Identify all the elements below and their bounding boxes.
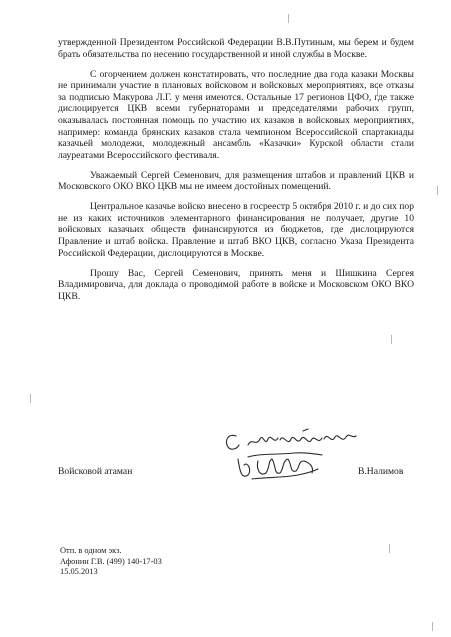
paragraph-regret: С огорчением должен констатировать, что последние два года казаки Москвы не принимали участие в плановых войсковом и войсковых мероприятиях, все отказы за подписью Макурова Л.Г. у меня имеются. Остальные 17 регионов ЦФО, где также дислоцируется ЦКВ всеми губернаторами и председателями рабочих групп, оказывалась постоянная помощь по участию их казаков в войсковых мероприятиях, например: команда брянских казаков стала чемпионом Всероссийской спартакиады казачьей молодежи, молодежный ансамбль «Казачки» Курской области стали лауреатами Всероссийского фестиваля. <box>58 68 414 161</box>
paragraph-registry: Центральное казачье войско внесено в госреестр 5 октября 2010 г. и до сих пор не из каких источников элементарного финансирования не получает, другие 10 войсковых казачьих обществ финансируются из бюджетов, где дислоцируются Правление и штаб войска. Правление и штаб ВКО ЦКВ, согласно Указа Президента Российской Федерации, дислоцируются в Москве. <box>58 201 414 259</box>
executor-contact: Афонин Г.В. (499) 140-17-03 <box>60 556 162 566</box>
scan-mark <box>288 14 289 23</box>
scan-mark <box>391 335 392 344</box>
position-title: Войсковой атаман <box>58 466 133 477</box>
scan-mark <box>437 186 438 195</box>
signature-block <box>58 460 414 488</box>
scan-mark <box>389 544 390 553</box>
closing-handwriting <box>226 429 356 449</box>
document-footer <box>60 546 162 578</box>
paragraph-continuation: утвержденной Президентом Российской Федерации В.В.Путиным, мы берем и будем брать обязательства по несению государственной и иной службы в Москве. <box>58 37 414 60</box>
scan-mark <box>30 394 31 403</box>
paragraph-premises: Уважаемый Сергей Семенович, для размещения штабов и правлений ЦКВ и Московского ОКО ВКО ЦКВ мы не имеем достойных помещений. <box>58 169 414 193</box>
paragraph-request: Прошу Вас, Сергей Семенович, принять меня и Шишкина Сергея Владимировича, для доклада о проводимой работе в войске и Московском ОКО ВКО ЦКВ. <box>58 267 414 302</box>
signer-name: В.Налимов <box>358 466 404 477</box>
letter-body <box>58 37 414 311</box>
document-date: 15.05.2013 <box>60 567 98 577</box>
scan-mark <box>432 622 433 631</box>
copies-note: Отп. в одном экз. <box>60 546 122 555</box>
